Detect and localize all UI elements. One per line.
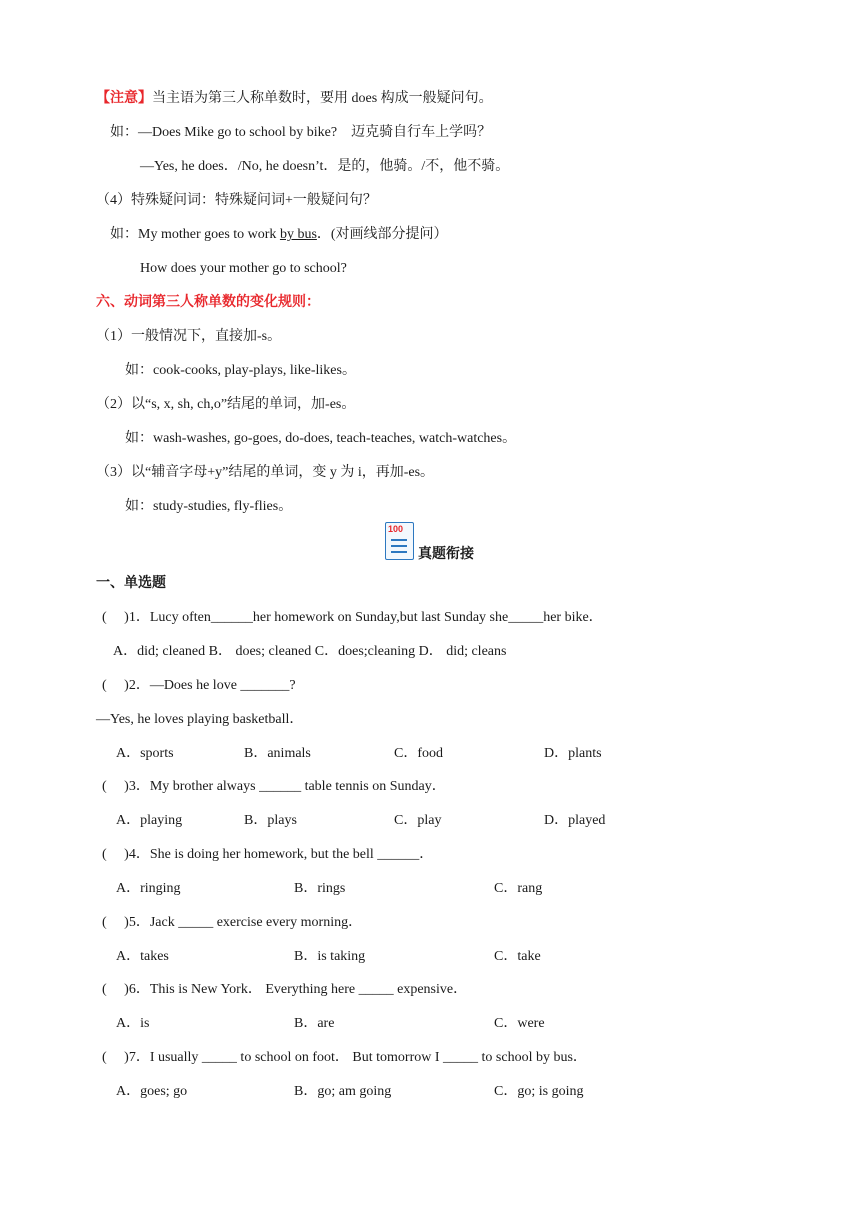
question-6-option-c[interactable]: C．were bbox=[494, 1016, 545, 1031]
question-7-option-c[interactable]: C．go; is going bbox=[494, 1084, 584, 1099]
sheet-line-icon bbox=[391, 551, 407, 553]
question-6-stem: ( )6．This is New York． Everything here _____ expensive． bbox=[102, 982, 468, 997]
rule-2-example: 如：wash-washes, go-goes, do-does, teach-teaches, watch-watches。 bbox=[125, 431, 517, 446]
note-text: 当主语为第三人称单数时，要用 does 构成一般疑问句。 bbox=[152, 91, 493, 106]
question-5-option-b[interactable]: B．is taking bbox=[294, 949, 366, 964]
question-2-option-a[interactable]: A．sports bbox=[116, 746, 174, 761]
question-7-option-a[interactable]: A．goes; go bbox=[116, 1084, 188, 1099]
score-icon-text: 100 bbox=[388, 524, 404, 534]
score-sheet-icon bbox=[385, 522, 414, 560]
rule-2: （2）以“s, x, sh, ch,o”结尾的单词，加-es。 bbox=[96, 397, 356, 412]
rules-heading: 六、动词第三人称单数的变化规则： bbox=[96, 295, 320, 310]
example-2 bbox=[110, 226, 448, 244]
point-4: （4）特殊疑问词：特殊疑问词+一般疑问句？ bbox=[96, 193, 377, 208]
rule-3: （3）以“辅音字母+y”结尾的单词，变 y 为 i，再加-es。 bbox=[96, 465, 435, 480]
question-2-stem: ( )2．—Does he love _______? bbox=[102, 678, 296, 693]
sheet-line-icon bbox=[391, 539, 407, 541]
question-2-option-c[interactable]: C．food bbox=[394, 746, 443, 761]
question-1-stem: ( )1．Lucy often______her homework on Sunday,but last Sunday she_____her bike． bbox=[102, 610, 603, 625]
rule-1-example: 如：cook-cooks, play-plays, like-likes。 bbox=[125, 363, 356, 378]
question-4-option-b[interactable]: B．rings bbox=[294, 881, 346, 896]
question-4-option-a[interactable]: A．ringing bbox=[116, 881, 181, 896]
question-4-option-c[interactable]: C．rang bbox=[494, 881, 543, 896]
part-heading: 一、单选题 bbox=[96, 576, 166, 591]
question-6-option-a[interactable]: A．is bbox=[116, 1016, 150, 1031]
question-3-option-d[interactable]: D．played bbox=[544, 813, 606, 828]
question-7-stem: ( )7．I usually _____ to school on foot． But tomorrow I _____ to school by bus． bbox=[102, 1050, 587, 1065]
question-4-stem: ( )4．She is doing her homework, but the bell ______． bbox=[102, 847, 434, 862]
sheet-line-icon bbox=[391, 545, 407, 547]
rule-1: （1）一般情况下，直接加-s。 bbox=[96, 329, 282, 344]
question-3-stem: ( )3．My brother always ______ table tennis on Sunday． bbox=[102, 779, 446, 794]
question-2-option-d[interactable]: D．plants bbox=[544, 746, 602, 761]
question-1-options: A．did; cleaned B． does; cleaned C．does;cleaning D． did; cleans bbox=[113, 644, 507, 659]
example-2-answer: How does your mother go to school? bbox=[140, 261, 347, 276]
section-title: 真题衔接 bbox=[418, 547, 474, 562]
question-3-option-b[interactable]: B．plays bbox=[244, 813, 297, 828]
note-tag: 【注意】 bbox=[96, 91, 152, 106]
question-3-option-c[interactable]: C．play bbox=[394, 813, 442, 828]
example-question: 如：—Does Mike go to school by bike? 迈克骑自行车上学吗？ bbox=[110, 125, 492, 140]
question-5-option-c[interactable]: C．take bbox=[494, 949, 541, 964]
example-2-pre: 如：My mother goes to work bbox=[110, 227, 280, 242]
example-2-post: ．(对画线部分提问） bbox=[316, 227, 448, 242]
question-7-option-b[interactable]: B．go; am going bbox=[294, 1084, 392, 1099]
question-3-option-a[interactable]: A．playing bbox=[116, 813, 183, 828]
example-answer: —Yes, he does．/No, he doesn’t．是的，他骑。/不，他不骑。 bbox=[140, 159, 510, 174]
example-2-underline: by bus bbox=[279, 227, 317, 242]
question-2-option-b[interactable]: B．animals bbox=[244, 746, 311, 761]
rule-3-example: 如：study-studies, fly-flies。 bbox=[125, 499, 293, 514]
question-6-option-b[interactable]: B．are bbox=[294, 1016, 335, 1031]
note-line bbox=[96, 90, 493, 108]
question-5-option-a[interactable]: A．takes bbox=[116, 949, 169, 964]
question-2-stem-2: —Yes, he loves playing basketball． bbox=[96, 712, 304, 727]
question-5-stem: ( )5．Jack _____ exercise every morning． bbox=[102, 915, 363, 930]
